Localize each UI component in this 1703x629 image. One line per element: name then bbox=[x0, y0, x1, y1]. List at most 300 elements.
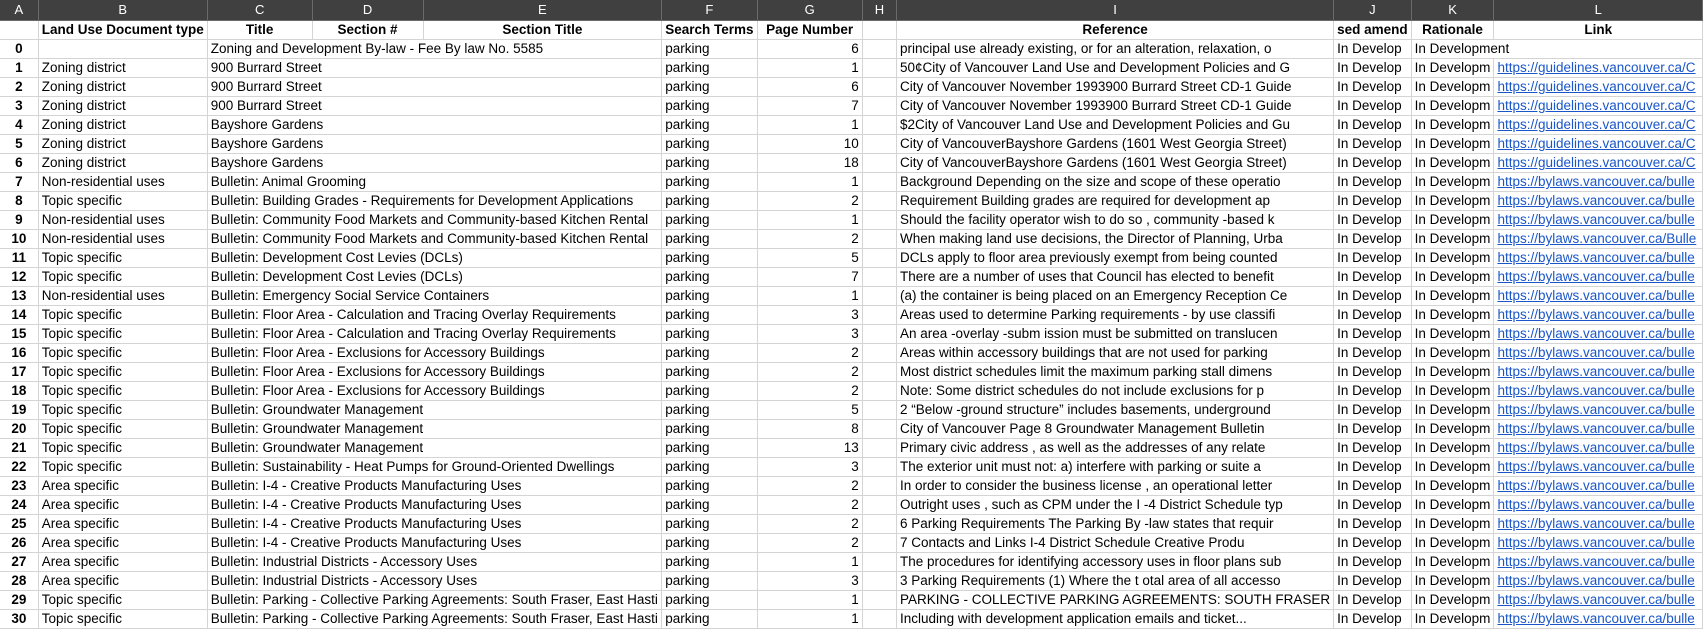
cell-h[interactable] bbox=[862, 154, 896, 173]
cell-land-use-type[interactable]: Topic specific bbox=[38, 439, 207, 458]
row-number[interactable]: 24 bbox=[0, 496, 38, 515]
cell-reference[interactable]: An area -overlay -subm ission must be submitted on translucen bbox=[897, 325, 1334, 344]
cell-title[interactable]: Bulletin: Community Food Markets and Community-based Kitchen Rental bbox=[207, 230, 661, 249]
cell-reference[interactable]: Should the facility operator wish to do so , community -based k bbox=[897, 211, 1334, 230]
cell-page-number[interactable]: 3 bbox=[757, 306, 862, 325]
cell-page-number[interactable]: 2 bbox=[757, 382, 862, 401]
row-number[interactable]: 1 bbox=[0, 59, 38, 78]
cell-h[interactable] bbox=[862, 363, 896, 382]
cell-link[interactable]: https://bylaws.vancouver.ca/bulle bbox=[1494, 192, 1703, 211]
cell-h[interactable] bbox=[862, 553, 896, 572]
cell-land-use-type[interactable]: Topic specific bbox=[38, 268, 207, 287]
cell-page-number[interactable]: 2 bbox=[757, 534, 862, 553]
cell-rationale[interactable]: In Developm bbox=[1411, 610, 1494, 629]
cell-title[interactable]: Bulletin: Groundwater Management bbox=[207, 420, 661, 439]
cell-amend[interactable]: In Develop bbox=[1334, 439, 1412, 458]
row-number[interactable]: 7 bbox=[0, 173, 38, 192]
header-cell-search-terms[interactable]: Search Terms bbox=[662, 21, 757, 40]
cell-rationale[interactable]: In Developm bbox=[1411, 268, 1494, 287]
cell-link[interactable]: https://guidelines.vancouver.ca/C bbox=[1494, 154, 1703, 173]
cell-reference[interactable]: Outright uses , such as CPM under the I -4 District Schedule typ bbox=[897, 496, 1334, 515]
cell-page-number[interactable]: 5 bbox=[757, 401, 862, 420]
cell-page-number[interactable]: 8 bbox=[757, 420, 862, 439]
cell-page-number[interactable]: 2 bbox=[757, 496, 862, 515]
cell-land-use-type[interactable]: Topic specific bbox=[38, 382, 207, 401]
cell-title[interactable]: Bulletin: Floor Area - Calculation and Tracing Overlay Requirements bbox=[207, 306, 661, 325]
cell-page-number[interactable]: 6 bbox=[757, 78, 862, 97]
cell-land-use-type[interactable]: Area specific bbox=[38, 572, 207, 591]
row-number[interactable]: 15 bbox=[0, 325, 38, 344]
cell-h[interactable] bbox=[862, 496, 896, 515]
cell-title[interactable]: Bulletin: Floor Area - Exclusions for Accessory Buildings bbox=[207, 363, 661, 382]
cell-reference[interactable]: Most district schedules limit the maximum parking stall dimens bbox=[897, 363, 1334, 382]
cell-link[interactable]: https://bylaws.vancouver.ca/bulle bbox=[1494, 211, 1703, 230]
cell-amend[interactable]: In Develop bbox=[1334, 59, 1412, 78]
column-header-L[interactable]: L bbox=[1494, 0, 1703, 21]
cell-amend[interactable]: In Develop bbox=[1334, 154, 1412, 173]
cell-reference[interactable]: There are a number of uses that Council has elected to benefit bbox=[897, 268, 1334, 287]
header-cell-page-number[interactable]: Page Number bbox=[757, 21, 862, 40]
cell-link[interactable]: https://guidelines.vancouver.ca/C bbox=[1494, 78, 1703, 97]
cell-rationale[interactable]: In Developm bbox=[1411, 211, 1494, 230]
header-cell-reference[interactable]: Reference bbox=[897, 21, 1334, 40]
cell-rationale[interactable]: In Developm bbox=[1411, 401, 1494, 420]
cell-h[interactable] bbox=[862, 59, 896, 78]
cell-title[interactable]: Bulletin: Groundwater Management bbox=[207, 401, 661, 420]
cell-search-terms[interactable]: parking bbox=[662, 363, 757, 382]
cell-land-use-type[interactable]: Topic specific bbox=[38, 401, 207, 420]
cell-search-terms[interactable]: parking bbox=[662, 97, 757, 116]
cell-amend[interactable]: In Develop bbox=[1334, 78, 1412, 97]
cell-search-terms[interactable]: parking bbox=[662, 173, 757, 192]
cell-rationale[interactable]: In Developm bbox=[1411, 534, 1494, 553]
cell-title[interactable]: Bulletin: Development Cost Levies (DCLs) bbox=[207, 268, 661, 287]
cell-link[interactable]: https://bylaws.vancouver.ca/bulle bbox=[1494, 401, 1703, 420]
row-number[interactable]: 21 bbox=[0, 439, 38, 458]
header-cell-h[interactable] bbox=[862, 21, 896, 40]
row-number[interactable]: 6 bbox=[0, 154, 38, 173]
cell-search-terms[interactable]: parking bbox=[662, 306, 757, 325]
cell-title[interactable]: Bulletin: Sustainability - Heat Pumps for Ground-Oriented Dwellings bbox=[207, 458, 661, 477]
row-number[interactable]: 5 bbox=[0, 135, 38, 154]
cell-h[interactable] bbox=[862, 173, 896, 192]
cell-search-terms[interactable]: parking bbox=[662, 553, 757, 572]
cell-amend[interactable]: In Develop bbox=[1334, 572, 1412, 591]
row-number[interactable] bbox=[0, 21, 38, 40]
cell-link[interactable]: https://bylaws.vancouver.ca/bulle bbox=[1494, 268, 1703, 287]
cell-page-number[interactable]: 2 bbox=[757, 515, 862, 534]
cell-h[interactable] bbox=[862, 382, 896, 401]
cell-link[interactable]: https://bylaws.vancouver.ca/bulle bbox=[1494, 325, 1703, 344]
cell-reference[interactable]: Areas used to determine Parking requirements - by use classifi bbox=[897, 306, 1334, 325]
cell-title[interactable]: Bulletin: Emergency Social Service Containers bbox=[207, 287, 661, 306]
cell-rationale[interactable]: In Developm bbox=[1411, 249, 1494, 268]
cell-link[interactable]: https://bylaws.vancouver.ca/bulle bbox=[1494, 382, 1703, 401]
cell-amend[interactable]: In Develop bbox=[1334, 211, 1412, 230]
row-number[interactable]: 25 bbox=[0, 515, 38, 534]
cell-search-terms[interactable]: parking bbox=[662, 59, 757, 78]
cell-page-number[interactable]: 10 bbox=[757, 135, 862, 154]
cell-h[interactable] bbox=[862, 268, 896, 287]
cell-reference[interactable]: 2 “Below -ground structure” includes basements, underground bbox=[897, 401, 1334, 420]
cell-amend[interactable]: In Develop bbox=[1334, 173, 1412, 192]
cell-link[interactable]: https://bylaws.vancouver.ca/Bulle bbox=[1494, 230, 1703, 249]
cell-h[interactable] bbox=[862, 325, 896, 344]
cell-search-terms[interactable]: parking bbox=[662, 116, 757, 135]
cell-land-use-type[interactable]: Zoning district bbox=[38, 78, 207, 97]
cell-reference[interactable]: City of VancouverBayshore Gardens (1601 West Georgia Street) bbox=[897, 135, 1334, 154]
cell-page-number[interactable]: 2 bbox=[757, 363, 862, 382]
row-number[interactable]: 10 bbox=[0, 230, 38, 249]
cell-amend[interactable]: In Develop bbox=[1334, 268, 1412, 287]
cell-link[interactable]: https://bylaws.vancouver.ca/bulle bbox=[1494, 534, 1703, 553]
cell-reference[interactable]: principal use already existing, or for an alteration, relaxation, o bbox=[897, 40, 1334, 59]
cell-amend[interactable]: In Develop bbox=[1334, 363, 1412, 382]
cell-page-number[interactable]: 3 bbox=[757, 458, 862, 477]
cell-reference[interactable]: 7 Contacts and Links I-4 District Schedule Creative Produ bbox=[897, 534, 1334, 553]
cell-link[interactable]: https://guidelines.vancouver.ca/C bbox=[1494, 97, 1703, 116]
cell-h[interactable] bbox=[862, 230, 896, 249]
cell-rationale[interactable]: In Development bbox=[1411, 40, 1702, 59]
cell-amend[interactable]: In Develop bbox=[1334, 287, 1412, 306]
column-header-H[interactable]: H bbox=[862, 0, 896, 21]
cell-link[interactable]: https://bylaws.vancouver.ca/bulle bbox=[1494, 591, 1703, 610]
column-header-G[interactable]: G bbox=[757, 0, 862, 21]
cell-rationale[interactable]: In Developm bbox=[1411, 154, 1494, 173]
cell-land-use-type[interactable]: Topic specific bbox=[38, 325, 207, 344]
cell-search-terms[interactable]: parking bbox=[662, 154, 757, 173]
cell-reference[interactable]: City of Vancouver Page 8 Groundwater Management Bulletin bbox=[897, 420, 1334, 439]
cell-link[interactable]: https://bylaws.vancouver.ca/bulle bbox=[1494, 173, 1703, 192]
cell-page-number[interactable]: 1 bbox=[757, 553, 862, 572]
column-header-J[interactable]: J bbox=[1334, 0, 1412, 21]
cell-amend[interactable]: In Develop bbox=[1334, 325, 1412, 344]
cell-land-use-type[interactable]: Non-residential uses bbox=[38, 230, 207, 249]
cell-search-terms[interactable]: parking bbox=[662, 572, 757, 591]
cell-search-terms[interactable]: parking bbox=[662, 78, 757, 97]
cell-amend[interactable]: In Develop bbox=[1334, 116, 1412, 135]
cell-page-number[interactable]: 1 bbox=[757, 287, 862, 306]
cell-search-terms[interactable]: parking bbox=[662, 496, 757, 515]
row-number[interactable]: 27 bbox=[0, 553, 38, 572]
cell-page-number[interactable]: 1 bbox=[757, 211, 862, 230]
cell-land-use-type[interactable]: Non-residential uses bbox=[38, 173, 207, 192]
cell-title[interactable]: Bulletin: I-4 - Creative Products Manufacturing Uses bbox=[207, 534, 661, 553]
column-header-E[interactable]: E bbox=[423, 0, 662, 21]
cell-rationale[interactable]: In Developm bbox=[1411, 116, 1494, 135]
row-number[interactable]: 17 bbox=[0, 363, 38, 382]
cell-rationale[interactable]: In Developm bbox=[1411, 439, 1494, 458]
row-number[interactable]: 20 bbox=[0, 420, 38, 439]
row-number[interactable]: 22 bbox=[0, 458, 38, 477]
cell-h[interactable] bbox=[862, 534, 896, 553]
cell-rationale[interactable]: In Developm bbox=[1411, 173, 1494, 192]
cell-reference[interactable]: 6 Parking Requirements The Parking By -law states that requir bbox=[897, 515, 1334, 534]
cell-land-use-type[interactable]: Area specific bbox=[38, 477, 207, 496]
header-cell-amend[interactable]: sed amend bbox=[1334, 21, 1412, 40]
row-number[interactable]: 14 bbox=[0, 306, 38, 325]
cell-search-terms[interactable]: parking bbox=[662, 192, 757, 211]
row-number[interactable]: 13 bbox=[0, 287, 38, 306]
header-cell-land-use[interactable]: Land Use Document type bbox=[38, 21, 207, 40]
cell-title[interactable]: Bulletin: Development Cost Levies (DCLs) bbox=[207, 249, 661, 268]
cell-reference[interactable]: $2City of Vancouver Land Use and Development Policies and Gu bbox=[897, 116, 1334, 135]
cell-rationale[interactable]: In Developm bbox=[1411, 458, 1494, 477]
cell-page-number[interactable]: 1 bbox=[757, 610, 862, 629]
cell-link[interactable]: https://bylaws.vancouver.ca/bulle bbox=[1494, 458, 1703, 477]
cell-page-number[interactable]: 7 bbox=[757, 268, 862, 287]
cell-rationale[interactable]: In Developm bbox=[1411, 192, 1494, 211]
cell-h[interactable] bbox=[862, 477, 896, 496]
cell-link[interactable]: https://bylaws.vancouver.ca/bulle bbox=[1494, 249, 1703, 268]
cell-land-use-type[interactable]: Zoning district bbox=[38, 154, 207, 173]
cell-title[interactable]: Bayshore Gardens bbox=[207, 154, 661, 173]
header-cell-title[interactable]: Title bbox=[207, 21, 312, 40]
cell-search-terms[interactable]: parking bbox=[662, 439, 757, 458]
row-number[interactable]: 29 bbox=[0, 591, 38, 610]
cell-land-use-type[interactable]: Topic specific bbox=[38, 610, 207, 629]
cell-h[interactable] bbox=[862, 572, 896, 591]
cell-search-terms[interactable]: parking bbox=[662, 610, 757, 629]
cell-amend[interactable]: In Develop bbox=[1334, 382, 1412, 401]
column-header-F[interactable]: F bbox=[662, 0, 757, 21]
cell-rationale[interactable]: In Developm bbox=[1411, 496, 1494, 515]
cell-land-use-type[interactable]: Topic specific bbox=[38, 192, 207, 211]
cell-title[interactable]: Bulletin: I-4 - Creative Products Manufacturing Uses bbox=[207, 496, 661, 515]
cell-page-number[interactable]: 6 bbox=[757, 40, 862, 59]
cell-amend[interactable]: In Develop bbox=[1334, 553, 1412, 572]
cell-search-terms[interactable]: parking bbox=[662, 135, 757, 154]
cell-amend[interactable]: In Develop bbox=[1334, 458, 1412, 477]
cell-link[interactable]: https://bylaws.vancouver.ca/bulle bbox=[1494, 363, 1703, 382]
cell-title[interactable]: Bulletin: Groundwater Management bbox=[207, 439, 661, 458]
cell-title[interactable]: Bayshore Gardens bbox=[207, 116, 661, 135]
cell-reference[interactable]: The procedures for identifying accessory uses in floor plans sub bbox=[897, 553, 1334, 572]
header-cell-section-num[interactable]: Section # bbox=[312, 21, 423, 40]
cell-amend[interactable]: In Develop bbox=[1334, 97, 1412, 116]
cell-search-terms[interactable]: parking bbox=[662, 211, 757, 230]
cell-page-number[interactable]: 18 bbox=[757, 154, 862, 173]
cell-rationale[interactable]: In Developm bbox=[1411, 59, 1494, 78]
cell-page-number[interactable]: 2 bbox=[757, 192, 862, 211]
cell-reference[interactable]: 3 Parking Requirements (1) Where the t otal area of all accesso bbox=[897, 572, 1334, 591]
cell-search-terms[interactable]: parking bbox=[662, 249, 757, 268]
cell-title[interactable]: Bulletin: Floor Area - Calculation and Tracing Overlay Requirements bbox=[207, 325, 661, 344]
cell-rationale[interactable]: In Developm bbox=[1411, 363, 1494, 382]
cell-title[interactable]: Bulletin: Animal Grooming bbox=[207, 173, 661, 192]
column-header-D[interactable]: D bbox=[312, 0, 423, 21]
cell-land-use-type[interactable]: Topic specific bbox=[38, 306, 207, 325]
cell-title[interactable]: Bulletin: Parking - Collective Parking Agreements: South Fraser, East Hasti bbox=[207, 610, 661, 629]
cell-title[interactable]: Bulletin: Community Food Markets and Community-based Kitchen Rental bbox=[207, 211, 661, 230]
cell-land-use-type[interactable]: Zoning district bbox=[38, 59, 207, 78]
cell-rationale[interactable]: In Developm bbox=[1411, 325, 1494, 344]
cell-title[interactable]: 900 Burrard Street bbox=[207, 59, 661, 78]
cell-land-use-type[interactable]: Zoning district bbox=[38, 116, 207, 135]
cell-title[interactable]: Bulletin: Floor Area - Exclusions for Accessory Buildings bbox=[207, 382, 661, 401]
cell-reference[interactable]: The exterior unit must not: a) interfere with parking or suite a bbox=[897, 458, 1334, 477]
cell-land-use-type[interactable]: Non-residential uses bbox=[38, 211, 207, 230]
cell-amend[interactable]: In Develop bbox=[1334, 344, 1412, 363]
cell-rationale[interactable]: In Developm bbox=[1411, 572, 1494, 591]
row-number[interactable]: 12 bbox=[0, 268, 38, 287]
cell-search-terms[interactable]: parking bbox=[662, 382, 757, 401]
cell-amend[interactable]: In Develop bbox=[1334, 591, 1412, 610]
cell-rationale[interactable]: In Developm bbox=[1411, 97, 1494, 116]
cell-land-use-type[interactable]: Topic specific bbox=[38, 458, 207, 477]
row-number[interactable]: 11 bbox=[0, 249, 38, 268]
cell-amend[interactable]: In Develop bbox=[1334, 401, 1412, 420]
cell-reference[interactable]: 50¢City of Vancouver Land Use and Development Policies and G bbox=[897, 59, 1334, 78]
cell-reference[interactable]: In order to consider the business license , an operational letter bbox=[897, 477, 1334, 496]
cell-title[interactable]: Bayshore Gardens bbox=[207, 135, 661, 154]
cell-link[interactable]: https://bylaws.vancouver.ca/bulle bbox=[1494, 477, 1703, 496]
cell-search-terms[interactable]: parking bbox=[662, 591, 757, 610]
row-number[interactable]: 3 bbox=[0, 97, 38, 116]
cell-page-number[interactable]: 13 bbox=[757, 439, 862, 458]
row-number[interactable]: 0 bbox=[0, 40, 38, 59]
cell-title[interactable]: Bulletin: I-4 - Creative Products Manufacturing Uses bbox=[207, 477, 661, 496]
cell-page-number[interactable]: 5 bbox=[757, 249, 862, 268]
cell-search-terms[interactable]: parking bbox=[662, 325, 757, 344]
cell-land-use-type[interactable]: Area specific bbox=[38, 515, 207, 534]
cell-h[interactable] bbox=[862, 135, 896, 154]
cell-link[interactable]: https://guidelines.vancouver.ca/C bbox=[1494, 116, 1703, 135]
cell-h[interactable] bbox=[862, 420, 896, 439]
cell-land-use-type[interactable]: Topic specific bbox=[38, 363, 207, 382]
cell-link[interactable]: https://bylaws.vancouver.ca/bulle bbox=[1494, 420, 1703, 439]
cell-rationale[interactable]: In Developm bbox=[1411, 287, 1494, 306]
cell-land-use-type[interactable]: Topic specific bbox=[38, 420, 207, 439]
cell-page-number[interactable]: 1 bbox=[757, 59, 862, 78]
cell-reference[interactable]: City of Vancouver November 1993900 Burrard Street CD-1 Guide bbox=[897, 97, 1334, 116]
cell-search-terms[interactable]: parking bbox=[662, 230, 757, 249]
row-number[interactable]: 23 bbox=[0, 477, 38, 496]
cell-amend[interactable]: In Develop bbox=[1334, 534, 1412, 553]
cell-search-terms[interactable]: parking bbox=[662, 420, 757, 439]
header-cell-section-title[interactable]: Section Title bbox=[423, 21, 662, 40]
cell-rationale[interactable]: In Developm bbox=[1411, 382, 1494, 401]
cell-link[interactable]: https://guidelines.vancouver.ca/C bbox=[1494, 135, 1703, 154]
cell-amend[interactable]: In Develop bbox=[1334, 135, 1412, 154]
cell-land-use-type[interactable]: Area specific bbox=[38, 553, 207, 572]
column-header-I[interactable]: I bbox=[897, 0, 1334, 21]
column-header-C[interactable]: C bbox=[207, 0, 312, 21]
cell-link[interactable]: https://bylaws.vancouver.ca/bulle bbox=[1494, 496, 1703, 515]
cell-link[interactable]: https://bylaws.vancouver.ca/bulle bbox=[1494, 610, 1703, 629]
cell-link[interactable]: https://guidelines.vancouver.ca/C bbox=[1494, 59, 1703, 78]
cell-search-terms[interactable]: parking bbox=[662, 344, 757, 363]
cell-h[interactable] bbox=[862, 458, 896, 477]
cell-search-terms[interactable]: parking bbox=[662, 287, 757, 306]
cell-page-number[interactable]: 2 bbox=[757, 230, 862, 249]
cell-amend[interactable]: In Develop bbox=[1334, 306, 1412, 325]
cell-title[interactable]: Bulletin: Industrial Districts - Accessory Uses bbox=[207, 572, 661, 591]
cell-rationale[interactable]: In Developm bbox=[1411, 344, 1494, 363]
row-number[interactable]: 4 bbox=[0, 116, 38, 135]
cell-amend[interactable]: In Develop bbox=[1334, 249, 1412, 268]
cell-page-number[interactable]: 1 bbox=[757, 591, 862, 610]
cell-reference[interactable]: (a) the container is being placed on an Emergency Reception Ce bbox=[897, 287, 1334, 306]
cell-rationale[interactable]: In Developm bbox=[1411, 230, 1494, 249]
cell-amend[interactable]: In Develop bbox=[1334, 192, 1412, 211]
cell-page-number[interactable]: 1 bbox=[757, 173, 862, 192]
cell-h[interactable] bbox=[862, 439, 896, 458]
header-cell-rationale[interactable]: Rationale bbox=[1411, 21, 1494, 40]
cell-h[interactable] bbox=[862, 78, 896, 97]
row-number[interactable]: 28 bbox=[0, 572, 38, 591]
row-number[interactable]: 9 bbox=[0, 211, 38, 230]
cell-reference[interactable]: Areas within accessory buildings that are not used for parking bbox=[897, 344, 1334, 363]
cell-search-terms[interactable]: parking bbox=[662, 401, 757, 420]
row-number[interactable]: 30 bbox=[0, 610, 38, 629]
cell-page-number[interactable]: 2 bbox=[757, 477, 862, 496]
row-number[interactable]: 26 bbox=[0, 534, 38, 553]
cell-amend[interactable]: In Develop bbox=[1334, 610, 1412, 629]
cell-land-use-type[interactable]: Topic specific bbox=[38, 591, 207, 610]
row-number[interactable]: 19 bbox=[0, 401, 38, 420]
cell-h[interactable] bbox=[862, 116, 896, 135]
cell-title[interactable]: Bulletin: Floor Area - Exclusions for Accessory Buildings bbox=[207, 344, 661, 363]
cell-page-number[interactable]: 7 bbox=[757, 97, 862, 116]
cell-page-number[interactable]: 2 bbox=[757, 344, 862, 363]
cell-page-number[interactable]: 1 bbox=[757, 116, 862, 135]
cell-amend[interactable]: In Develop bbox=[1334, 40, 1412, 59]
cell-search-terms[interactable]: parking bbox=[662, 268, 757, 287]
cell-land-use-type[interactable]: Topic specific bbox=[38, 249, 207, 268]
cell-land-use-type[interactable]: Zoning district bbox=[38, 135, 207, 154]
cell-rationale[interactable]: In Developm bbox=[1411, 135, 1494, 154]
cell-h[interactable] bbox=[862, 249, 896, 268]
cell-search-terms[interactable]: parking bbox=[662, 477, 757, 496]
cell-land-use-type[interactable]: Area specific bbox=[38, 534, 207, 553]
cell-h[interactable] bbox=[862, 97, 896, 116]
column-header-B[interactable]: B bbox=[38, 0, 207, 21]
cell-h[interactable] bbox=[862, 192, 896, 211]
cell-reference[interactable]: Background Depending on the size and scope of these operatio bbox=[897, 173, 1334, 192]
cell-reference[interactable]: Primary civic address , as well as the addresses of any relate bbox=[897, 439, 1334, 458]
cell-reference[interactable]: Requirement Building grades are required for development ap bbox=[897, 192, 1334, 211]
cell-title[interactable]: 900 Burrard Street bbox=[207, 97, 661, 116]
cell-link[interactable]: https://bylaws.vancouver.ca/bulle bbox=[1494, 553, 1703, 572]
cell-h[interactable] bbox=[862, 211, 896, 230]
cell-title[interactable]: Bulletin: Building Grades - Requirements for Development Applications bbox=[207, 192, 661, 211]
cell-reference[interactable]: Including with development application emails and ticket... bbox=[897, 610, 1334, 629]
cell-rationale[interactable]: In Developm bbox=[1411, 477, 1494, 496]
cell-h[interactable] bbox=[862, 401, 896, 420]
header-cell-link[interactable]: Link bbox=[1494, 21, 1703, 40]
cell-h[interactable] bbox=[862, 515, 896, 534]
column-header-K[interactable]: K bbox=[1411, 0, 1494, 21]
cell-rationale[interactable]: In Developm bbox=[1411, 78, 1494, 97]
cell-land-use-type[interactable]: Zoning district bbox=[38, 97, 207, 116]
cell-link[interactable]: https://bylaws.vancouver.ca/bulle bbox=[1494, 287, 1703, 306]
cell-title[interactable]: 900 Burrard Street bbox=[207, 78, 661, 97]
cell-search-terms[interactable]: parking bbox=[662, 515, 757, 534]
row-number[interactable]: 8 bbox=[0, 192, 38, 211]
cell-h[interactable] bbox=[862, 40, 896, 59]
cell-search-terms[interactable]: parking bbox=[662, 40, 757, 59]
cell-reference[interactable]: DCLs apply to floor area previously exempt from being counted bbox=[897, 249, 1334, 268]
column-header-A[interactable]: A bbox=[0, 0, 38, 21]
cell-link[interactable]: https://bylaws.vancouver.ca/bulle bbox=[1494, 344, 1703, 363]
cell-amend[interactable]: In Develop bbox=[1334, 420, 1412, 439]
row-number[interactable]: 18 bbox=[0, 382, 38, 401]
cell-amend[interactable]: In Develop bbox=[1334, 515, 1412, 534]
cell-rationale[interactable]: In Developm bbox=[1411, 306, 1494, 325]
cell-land-use-type[interactable] bbox=[38, 40, 207, 59]
cell-title[interactable]: Bulletin: Parking - Collective Parking Agreements: South Fraser, East Hasti bbox=[207, 591, 661, 610]
